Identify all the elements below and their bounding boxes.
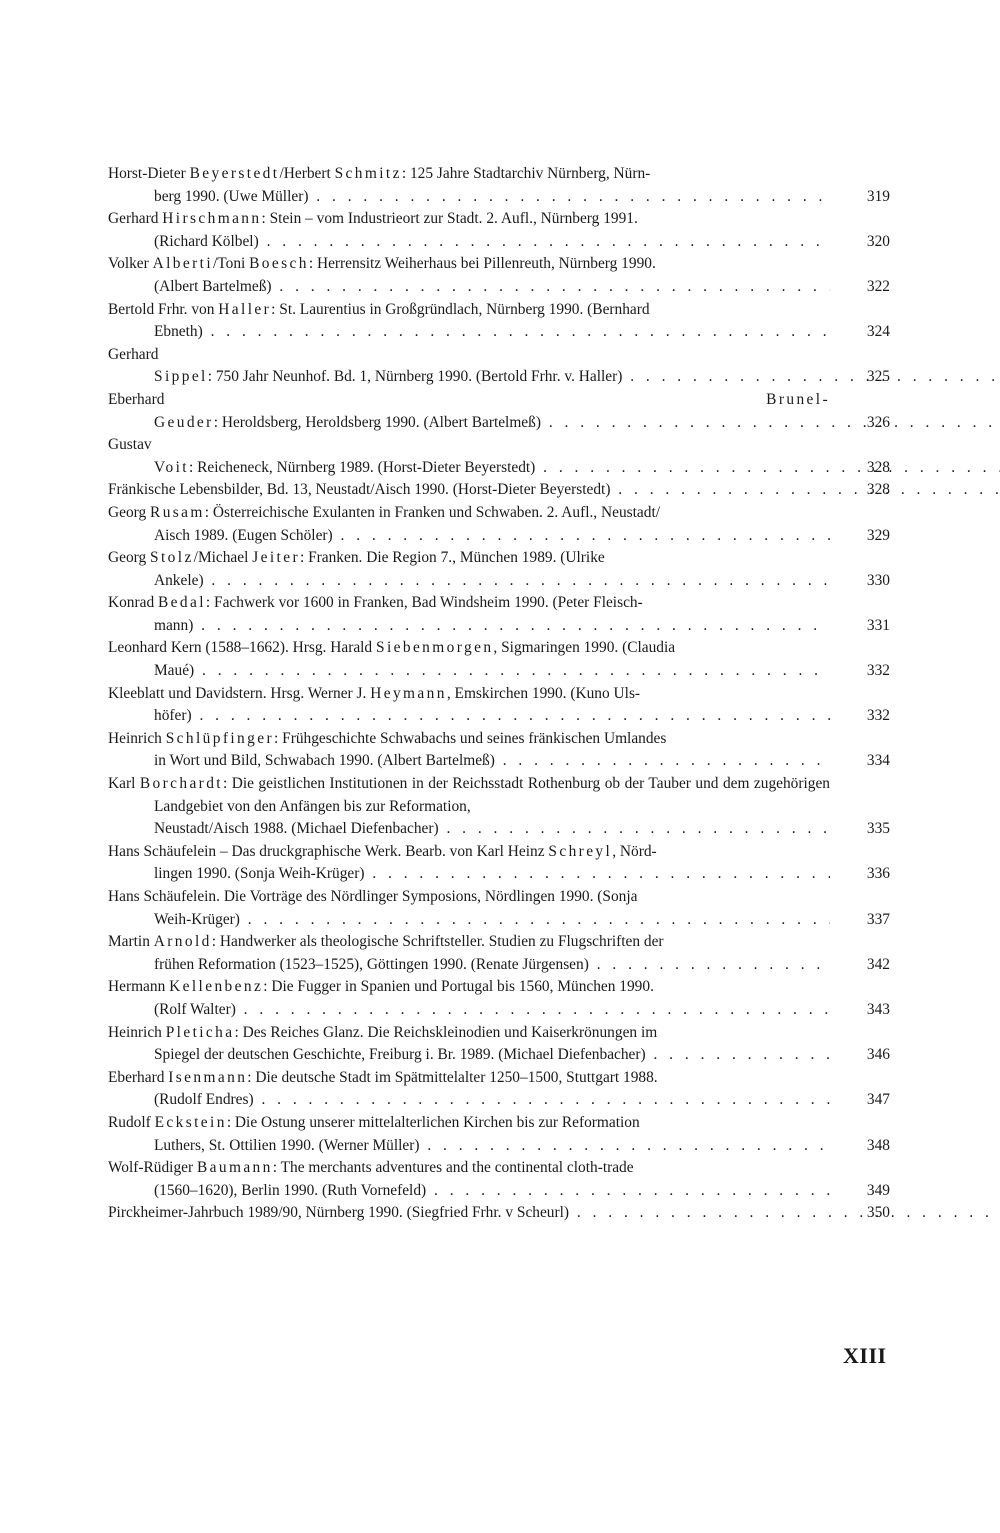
entry-text: Horst-Dieter [108, 165, 190, 182]
author-name: Jeiter [252, 549, 300, 567]
author-name: Voit [154, 458, 189, 476]
entry-text: Bertold Frhr. von [108, 300, 219, 318]
entry-tail: : Heroldsberg, Heroldsberg 1990. (Albert Bartelmeß) . . . [214, 414, 1000, 431]
entry-text: : The merchants adventures and the continental cloth-trade [272, 1159, 634, 1177]
entry-tail: Fränkische Lebensbilder, Bd. 13, Neustadt/Aisch 1990. (Horst-Dieter Beyerstedt) . . . [108, 481, 1000, 498]
entry-text: , Nörd- [612, 842, 657, 860]
author-name: Brunel-Geuder [154, 390, 830, 431]
author-name: Alberti [152, 255, 214, 273]
entry-tail: (Richard Kölbel) . . . [154, 231, 830, 254]
entry-tail: (Albert Bartelmeß) . . . [154, 276, 830, 299]
author-name: Siebenmorgen [375, 639, 494, 657]
entry-text: /Michael [193, 549, 253, 567]
author-name: Bedal [158, 594, 206, 612]
entry-page-number: 347 [866, 1091, 890, 1109]
author-name: Stolz [150, 549, 194, 567]
entry-tail: Ebneth) . . . [154, 321, 830, 344]
entry-text: : Frühgeschichte Schwabachs und seines fränkischen Umlandes [274, 729, 667, 747]
entry-tail: Maué) . . . [154, 660, 830, 683]
entry-text: : Stein – vom Industrieort zur Stadt. 2. Aufl., Nürnberg 1991. [261, 210, 638, 228]
entry-tail: : Reicheneck, Nürnberg 1989. (Horst-Dieter Beyerstedt) . . . [189, 459, 1000, 476]
entry-text: Hans Schäufelein. Die Vorträge des Nördlinger Symposions, Nördlingen 1990. (Sonja [108, 888, 638, 905]
entry-tail: (Rolf Walter) . . . [154, 999, 830, 1022]
author-name: Arnold [153, 933, 212, 951]
author-name: Hirschmann [162, 210, 262, 228]
toc-entry [108, 253, 890, 298]
entry-text: Konrad [108, 594, 159, 612]
entry-text: : Handwerker als theologische Schriftsteller. Studien zu Flugschriften der [211, 933, 664, 951]
author-name: Kellenbenz [169, 978, 264, 996]
author-name: Pleticha [165, 1023, 235, 1041]
entry-text: , Emskirchen 1990. (Kuno Uls- [446, 684, 641, 702]
entry-text: Leonhard Kern (1588–1662). Hrsg. Harald [108, 639, 376, 657]
toc-entry [108, 547, 890, 592]
entry-tail: (Rudolf Endres) . . . [154, 1089, 830, 1112]
entry-text: Gerhard [108, 210, 163, 228]
author-name: Schlüpfinger [165, 729, 275, 747]
entry-text: Hans Schäufelein – Das druckgraphische Werk. Bearb. von Karl Heinz [108, 842, 549, 860]
entry-text: Martin [108, 933, 154, 951]
entry-page-number: 320 [866, 232, 890, 250]
toc-entry [108, 434, 890, 479]
toc-entry [108, 502, 890, 547]
entry-text: Heinrich [108, 729, 166, 747]
entry-tail: frühen Reformation (1523–1525), Göttingen 1990. (Renate Jürgensen) . . . [154, 954, 830, 977]
author-name: Schmitz [334, 165, 402, 182]
author-name: Haller [218, 300, 272, 318]
entry-text: : Des Reiches Glanz. Die Reichskleinodien und Kaiserkrönungen im [234, 1023, 658, 1041]
entry-page-number: 328 [866, 481, 890, 499]
entry-page-number: 335 [866, 820, 890, 838]
entry-text: Kleeblatt und Davidstern. Hrsg. Werner J. [108, 684, 371, 702]
entry-tail: Neustadt/Aisch 1988. (Michael Diefenbacher) . . . [154, 818, 830, 841]
page-number: XIII [843, 1343, 887, 1368]
entry-page-number: 319 [866, 187, 890, 205]
author-name: Sippel [154, 368, 208, 386]
entry-text: : Die deutsche Stadt im Spätmittelalter 1250–1500, Stuttgart 1988. [247, 1068, 658, 1086]
toc-entry [108, 1022, 890, 1067]
author-name: Schreyl [548, 842, 613, 860]
entry-page-number: 325 [866, 368, 890, 386]
toc-entry [108, 344, 890, 389]
entry-text: Heinrich [108, 1023, 166, 1041]
entry-page-number: 336 [866, 865, 890, 883]
entry-page-number: 322 [866, 277, 890, 295]
toc-entry [108, 1202, 890, 1225]
entry-text: Karl [108, 775, 140, 793]
entry-tail: Weih-Krüger) . . . [154, 909, 830, 932]
entry-page-number: 332 [866, 662, 890, 680]
entry-page-number: 343 [866, 1000, 890, 1018]
toc-entry [108, 773, 890, 841]
entry-text: /Herbert [279, 165, 335, 182]
toc-entry [108, 163, 890, 208]
entry-text: : Franken. Die Region 7., München 1989. (Ulrike [299, 549, 605, 567]
entry-page-number: 348 [866, 1136, 890, 1154]
author-name: Boesch [249, 255, 309, 273]
entry-page-number: 350 [866, 1204, 890, 1222]
entry-tail: Aisch 1989. (Eugen Schöler) . . . [154, 525, 830, 548]
toc-entry [108, 1157, 890, 1202]
author-name: Borchardt [139, 775, 223, 793]
entry-tail: Spiegel der deutschen Geschichte, Freiburg i. Br. 1989. (Michael Diefenbacher) . . . [154, 1044, 830, 1067]
entry-page-number: 329 [866, 526, 890, 544]
entry-text: : Die Ostung unserer mittelalterlichen Kirchen bis zur Reformation [226, 1113, 640, 1131]
toc-entry [108, 931, 890, 976]
entry-text: Gerhard [108, 345, 159, 363]
toc-entry [108, 1112, 890, 1157]
toc-entry [108, 299, 890, 344]
entry-text: Volker [108, 255, 153, 273]
toc-entry [108, 389, 890, 434]
entry-text: Rudolf [108, 1113, 155, 1131]
entry-tail: berg 1990. (Uwe Müller) . . . [154, 186, 830, 209]
entry-page-number: 342 [866, 955, 890, 973]
entry-text: Gustav [108, 436, 152, 454]
entry-tail: Pirckheimer-Jahrbuch 1989/90, Nürnberg 1990. (Siegfried Frhr. v Scheurl) . . . [108, 1204, 1000, 1221]
entry-text: : Die Fugger in Spanien und Portugal bis 1560, München 1990. [263, 978, 654, 996]
entry-text: : Österreichische Exulanten in Franken und Schwaben. 2. Aufl., Neustadt/ [204, 503, 660, 521]
entry-page-number: 346 [866, 1046, 890, 1064]
entry-page-number: 331 [866, 616, 890, 634]
entry-page-number: 330 [866, 571, 890, 589]
entry-text: /Toni [213, 255, 250, 273]
toc-entry [108, 976, 890, 1021]
entry-page-number: 337 [866, 910, 890, 928]
entry-tail: (1560–1620), Berlin 1990. (Ruth Vornefeld) . . . [154, 1180, 830, 1203]
toc-entry [108, 592, 890, 637]
entry-text: : Die geistlichen Institutionen in der Reichsstadt Rothenburg ob der Tauber und dem zugehörigen Landgebiet von den Anfängen bis zur Reformation, [154, 775, 830, 815]
author-name: Beyerstedt [189, 165, 280, 182]
toc-entry [108, 728, 890, 773]
entry-tail: mann) . . . [154, 615, 830, 638]
entry-text: : Fachwerk vor 1600 in Franken, Bad Windsheim 1990. (Peter Fleisch- [205, 594, 643, 612]
toc-entry [108, 886, 890, 931]
entry-tail: Luthers, St. Ottilien 1990. (Werner Müller) . . . [154, 1135, 830, 1158]
entry-page-number: 349 [866, 1181, 890, 1199]
entry-text: Hermann [108, 978, 170, 996]
entry-tail: höfer) . . . [154, 705, 830, 728]
toc-entry [108, 841, 890, 886]
entry-text: Georg [108, 503, 151, 521]
entry-text: Eberhard [108, 1068, 169, 1086]
entry-text: Eberhard [108, 390, 767, 408]
entry-text: , Sigmaringen 1990. (Claudia [493, 639, 676, 657]
entry-text: Georg [108, 549, 151, 567]
entry-page-number: 326 [866, 413, 890, 431]
author-name: Baumann [196, 1159, 273, 1177]
author-name: Rusam [150, 503, 205, 521]
entry-tail: Ankele) . . . [154, 570, 830, 593]
entry-tail: in Wort und Bild, Schwabach 1990. (Albert Bartelmeß) . . . [154, 750, 830, 773]
entry-page-number: 334 [866, 752, 890, 770]
toc-entry [108, 637, 890, 682]
entry-tail: lingen 1990. (Sonja Weih-Krüger) . . . [154, 863, 830, 886]
toc-entry [108, 479, 890, 502]
toc-entry [108, 1067, 890, 1112]
table-of-contents [108, 163, 890, 1225]
author-name: Heymann [370, 684, 447, 702]
entry-page-number: 332 [866, 707, 890, 725]
toc-entry [108, 208, 890, 253]
toc-entry [108, 683, 890, 728]
entry-page-number: 324 [866, 323, 890, 341]
author-name: Eckstein [154, 1113, 227, 1131]
entry-text: : Herrensitz Weiherhaus bei Pillenreuth, Nürnberg 1990. [308, 255, 656, 273]
entry-text: Wolf-Rüdiger [108, 1159, 197, 1177]
author-name: Isenmann [168, 1068, 248, 1086]
entry-page-number: 328 [866, 458, 890, 476]
entry-text: : 125 Jahre Stadtarchiv Nürnberg, Nürn- [401, 165, 651, 182]
entry-tail: : 750 Jahr Neunhof. Bd. 1, Nürnberg 1990. (Bertold Frhr. v. Haller) . . . [208, 368, 1000, 385]
entry-text: : St. Laurentius in Großgründlach, Nürnberg 1990. (Bernhard [271, 300, 650, 318]
